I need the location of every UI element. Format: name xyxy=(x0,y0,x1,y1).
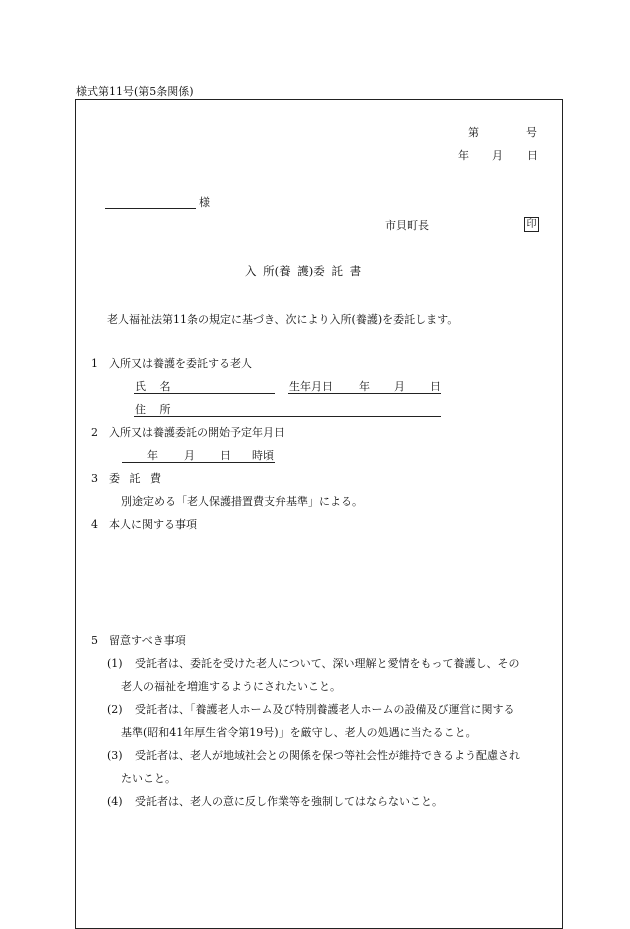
name-field-line[interactable] xyxy=(134,393,275,394)
addressee-name-line[interactable] xyxy=(105,208,196,209)
note-4-line-1: 受託者は、老人の意に反し作業等を強制してはならないこと。 xyxy=(135,795,443,808)
dob-field-line[interactable] xyxy=(288,393,441,394)
document-number-suffix: 号 xyxy=(526,126,537,139)
note-2-line-1: 受託者は、「養護老人ホーム及び特別養護老人ホームの設備及び運営に関する xyxy=(135,703,515,716)
note-1-number: (1) xyxy=(107,657,123,670)
note-3-line-2: たいこと。 xyxy=(121,772,176,785)
section-4-number: 4 xyxy=(91,518,98,531)
section-5-number: 5 xyxy=(91,634,98,647)
note-3-number: (3) xyxy=(107,749,123,762)
section-3-number: 3 xyxy=(91,472,98,485)
date-month-label: 月 xyxy=(492,149,503,162)
note-4-number: (4) xyxy=(107,795,123,808)
start-date-day: 日 xyxy=(220,449,231,462)
address-field-line[interactable] xyxy=(134,416,441,417)
section-1-heading: 入所又は養護を委託する老人 xyxy=(109,357,252,370)
form-number-label: 様式第11号(第5条関係) xyxy=(76,85,194,98)
name-label: 氏 名 xyxy=(135,380,171,393)
start-date-time: 時頃 xyxy=(252,449,274,462)
address-label: 住 所 xyxy=(135,403,171,416)
issuer-name: 市貝町長 xyxy=(385,219,429,232)
document-number-prefix: 第 xyxy=(468,126,479,139)
dob-label: 生年月日 xyxy=(289,380,333,393)
intro-text: 老人福祉法第11条の規定に基づき、次により入所(養護)を委託します。 xyxy=(107,313,459,326)
seal-mark: 印 xyxy=(524,217,539,232)
dob-day-label: 日 xyxy=(430,380,441,393)
note-1-line-1: 受託者は、委託を受けた老人について、深い理解と愛情をもって養護し、その xyxy=(135,657,520,670)
section-3-heading: 委 託 費 xyxy=(109,472,161,485)
note-2-line-2: 基準(昭和41年厚生省令第19号)」を厳守し、老人の処遇に当たること。 xyxy=(121,726,477,739)
addressee-suffix: 様 xyxy=(199,196,210,209)
note-1-line-2: 老人の福祉を増進するようにされたいこと。 xyxy=(121,680,341,693)
section-1-number: 1 xyxy=(91,357,98,370)
start-date-year: 年 xyxy=(147,449,158,462)
section-3-body: 別途定める「老人保護措置費支弁基準」による。 xyxy=(121,495,363,508)
dob-month-label: 月 xyxy=(394,380,405,393)
document-title: 入 所(養 護)委 託 書 xyxy=(245,264,362,278)
date-day-label: 日 xyxy=(527,149,538,162)
dob-year-label: 年 xyxy=(359,380,370,393)
section-2-number: 2 xyxy=(91,426,98,439)
note-2-number: (2) xyxy=(107,703,123,716)
section-2-heading: 入所又は養護委託の開始予定年月日 xyxy=(109,426,285,439)
section-4-heading: 本人に関する事項 xyxy=(109,518,197,531)
date-year-label: 年 xyxy=(458,149,469,162)
section-5-heading: 留意すべき事項 xyxy=(109,634,186,647)
section-4-writing-area[interactable] xyxy=(105,540,545,625)
start-date-field-line[interactable] xyxy=(122,462,275,463)
note-3-line-1: 受託者は、老人が地域社会との関係を保つ等社会性が維持できるよう配慮され xyxy=(135,749,520,762)
start-date-month: 月 xyxy=(184,449,195,462)
